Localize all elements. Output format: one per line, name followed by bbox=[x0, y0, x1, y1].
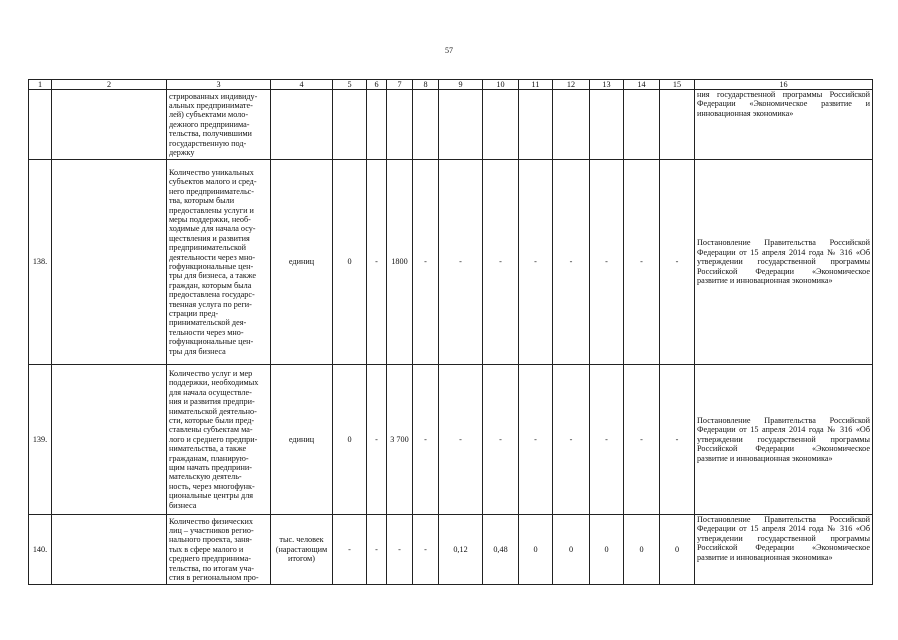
description-line: Количество услуг и мер bbox=[169, 368, 253, 378]
description-line: тельства, по итогам уча- bbox=[169, 563, 254, 573]
description-line: стия в региональном про- bbox=[169, 573, 259, 583]
value-cell bbox=[624, 90, 660, 160]
value-cell: - bbox=[553, 365, 590, 515]
value-cell: 0 bbox=[333, 365, 367, 515]
description-line: держку bbox=[169, 148, 195, 158]
description-line: предпринимательской bbox=[169, 243, 247, 253]
description-line: поддержки, необходимых bbox=[169, 378, 259, 388]
value-cell: - bbox=[553, 160, 590, 365]
value-cell bbox=[387, 90, 413, 160]
header-col-15: 15 bbox=[660, 80, 695, 90]
value-cell: - bbox=[483, 365, 519, 515]
description-line: нального проекта, заня- bbox=[169, 535, 252, 545]
description-line: граждан, которым была bbox=[169, 280, 252, 290]
header-col-13: 13 bbox=[590, 80, 624, 90]
description-line: нимательской деятельно- bbox=[169, 406, 257, 416]
source-document: ния государственной программы Российской Федерации «Экономическое развитие и инновационная экономика» bbox=[695, 90, 873, 160]
header-col-8: 8 bbox=[413, 80, 439, 90]
indicators-table bbox=[28, 79, 873, 585]
description-line: меры поддержки, необ- bbox=[169, 214, 251, 224]
description-line: страции пред- bbox=[169, 309, 219, 319]
row-number bbox=[29, 90, 52, 160]
value-cell: 1800 bbox=[387, 160, 413, 365]
description-line: тры для бизнеса bbox=[169, 346, 226, 356]
header-col-7: 7 bbox=[387, 80, 413, 90]
row-number: 140. bbox=[29, 515, 52, 585]
header-col-2: 2 bbox=[52, 80, 167, 90]
value-cell: 0 bbox=[660, 515, 695, 585]
description-line: альных предпринимате- bbox=[169, 100, 253, 110]
description-line: тых в сфере малого и bbox=[169, 544, 244, 554]
description-line: гражданам, планирую- bbox=[169, 453, 249, 463]
description-line: нимательства, а также bbox=[169, 444, 247, 454]
description-line: тва, которым были bbox=[169, 196, 235, 206]
unit-cell: единиц bbox=[271, 160, 333, 365]
value-cell bbox=[333, 90, 367, 160]
value-cell: 0 bbox=[333, 160, 367, 365]
value-cell: - bbox=[333, 515, 367, 585]
description-line: стрированных индивиду- bbox=[169, 91, 258, 101]
header-col-6: 6 bbox=[367, 80, 387, 90]
table-row bbox=[29, 90, 873, 160]
unit-cell bbox=[271, 90, 333, 160]
value-cell bbox=[367, 90, 387, 160]
header-col-14: 14 bbox=[624, 80, 660, 90]
value-cell: 0,48 bbox=[483, 515, 519, 585]
description-line: государственную под- bbox=[169, 138, 247, 148]
value-cell: - bbox=[439, 365, 483, 515]
description-line: для начала осуществле- bbox=[169, 387, 252, 397]
indicator-description bbox=[167, 160, 271, 365]
value-cell: - bbox=[660, 160, 695, 365]
header-col-9: 9 bbox=[439, 80, 483, 90]
description-line: субъектов малого и сред- bbox=[169, 177, 257, 187]
table-row bbox=[29, 515, 873, 585]
value-cell: 0 bbox=[590, 515, 624, 585]
value-cell bbox=[553, 90, 590, 160]
description-line: дежного предпринима- bbox=[169, 119, 250, 129]
description-line: тры для бизнеса, а также bbox=[169, 271, 257, 281]
description-line: ность, через многофунк- bbox=[169, 481, 255, 491]
header-col-4: 4 bbox=[271, 80, 333, 90]
value-cell: - bbox=[413, 160, 439, 365]
description-line: гофункциональные цен- bbox=[169, 262, 254, 271]
indicator-description bbox=[167, 515, 271, 585]
description-line: предоставлена государс- bbox=[169, 290, 255, 300]
value-cell: - bbox=[519, 160, 553, 365]
row-number: 139. bbox=[29, 365, 52, 515]
header-col-16: 16 bbox=[695, 80, 873, 90]
value-cell: - bbox=[387, 515, 413, 585]
description-line: ния и развития предпри- bbox=[169, 397, 255, 407]
description-line: тельности через мно- bbox=[169, 327, 244, 337]
value-cell: - bbox=[367, 160, 387, 365]
value-cell: - bbox=[413, 515, 439, 585]
column-2-cell bbox=[52, 90, 167, 160]
description-line: лиц – участников регио- bbox=[169, 525, 254, 535]
source-document: Постановление Правительства Российской Федерации от 15 апреля 2014 года № 316 «Об утверждении государственной программы Российской Федерации «Экономическое развитие и инновационная экономика» bbox=[695, 365, 873, 515]
description-line: твенная услуга по реги- bbox=[169, 299, 252, 309]
header-row bbox=[29, 80, 873, 90]
description-line: циональные центры для bbox=[169, 491, 254, 501]
description-line: него предпринимательс- bbox=[169, 186, 255, 196]
description-line: Количество физических bbox=[169, 516, 253, 526]
description-line: деятельности через мно- bbox=[169, 252, 256, 262]
value-cell: - bbox=[367, 515, 387, 585]
value-cell bbox=[413, 90, 439, 160]
table-body bbox=[29, 90, 873, 585]
header-col-11: 11 bbox=[519, 80, 553, 90]
value-cell: - bbox=[660, 365, 695, 515]
value-cell: 0 bbox=[519, 515, 553, 585]
description-line: лей) субъектами моло- bbox=[169, 110, 249, 120]
value-cell: - bbox=[367, 365, 387, 515]
indicator-description bbox=[167, 90, 271, 160]
description-line: лого и среднего предпри- bbox=[169, 434, 258, 444]
row-number: 138. bbox=[29, 160, 52, 365]
description-line: предоставлены услуги и bbox=[169, 205, 254, 215]
value-cell: - bbox=[624, 365, 660, 515]
description-line: Количество уникальных bbox=[169, 167, 254, 177]
source-document: Постановление Правительства Российской Федерации от 15 апреля 2014 года № 316 «Об утверждении государственной программы Российской Федерации «Экономическое развитие и инновационная экономика» bbox=[695, 515, 873, 585]
value-cell: 0 bbox=[624, 515, 660, 585]
description-line: сти, которые были пред- bbox=[169, 415, 255, 425]
header-col-5: 5 bbox=[333, 80, 367, 90]
description-line: ходимые для начала осу- bbox=[169, 224, 256, 234]
value-cell bbox=[439, 90, 483, 160]
description-line: бизнеса bbox=[169, 500, 197, 510]
header-col-3: 3 bbox=[167, 80, 271, 90]
value-cell: 3 700 bbox=[387, 365, 413, 515]
unit-cell: тыс. человек (нарастающим итогом) bbox=[271, 515, 333, 585]
value-cell: - bbox=[439, 160, 483, 365]
description-line: тельства, получившими bbox=[169, 129, 252, 139]
table-row bbox=[29, 365, 873, 515]
column-2-cell bbox=[52, 160, 167, 365]
value-cell bbox=[483, 90, 519, 160]
column-2-cell bbox=[52, 515, 167, 585]
description-line: принимательской дея- bbox=[169, 318, 247, 328]
description-line: ществления и развития bbox=[169, 233, 250, 243]
header-col-10: 10 bbox=[483, 80, 519, 90]
header-col-1: 1 bbox=[29, 80, 52, 90]
column-2-cell bbox=[52, 365, 167, 515]
value-cell: - bbox=[519, 365, 553, 515]
indicator-description bbox=[167, 365, 271, 515]
unit-cell: единиц bbox=[271, 365, 333, 515]
value-cell: - bbox=[483, 160, 519, 365]
table-row bbox=[29, 160, 873, 365]
value-cell: - bbox=[624, 160, 660, 365]
description-line: ставлены субъектам ма- bbox=[169, 425, 253, 435]
value-cell: 0,12 bbox=[439, 515, 483, 585]
description-line: среднего предпринима- bbox=[169, 554, 252, 564]
value-cell bbox=[660, 90, 695, 160]
value-cell: - bbox=[413, 365, 439, 515]
value-cell bbox=[590, 90, 624, 160]
description-line: мательскую деятель- bbox=[169, 472, 242, 482]
value-cell: 0 bbox=[553, 515, 590, 585]
description-line: гофункциональные цен- bbox=[169, 337, 254, 347]
page-number: 57 bbox=[445, 46, 453, 55]
source-document: Постановление Правительства Российской Федерации от 15 апреля 2014 года № 316 «Об утверждении государственной программы Российской Федерации «Экономическое развитие и инновационная экономика» bbox=[695, 160, 873, 365]
value-cell bbox=[519, 90, 553, 160]
value-cell: - bbox=[590, 365, 624, 515]
header-col-12: 12 bbox=[553, 80, 590, 90]
value-cell: - bbox=[590, 160, 624, 365]
description-line: щим начать предприни- bbox=[169, 463, 253, 473]
